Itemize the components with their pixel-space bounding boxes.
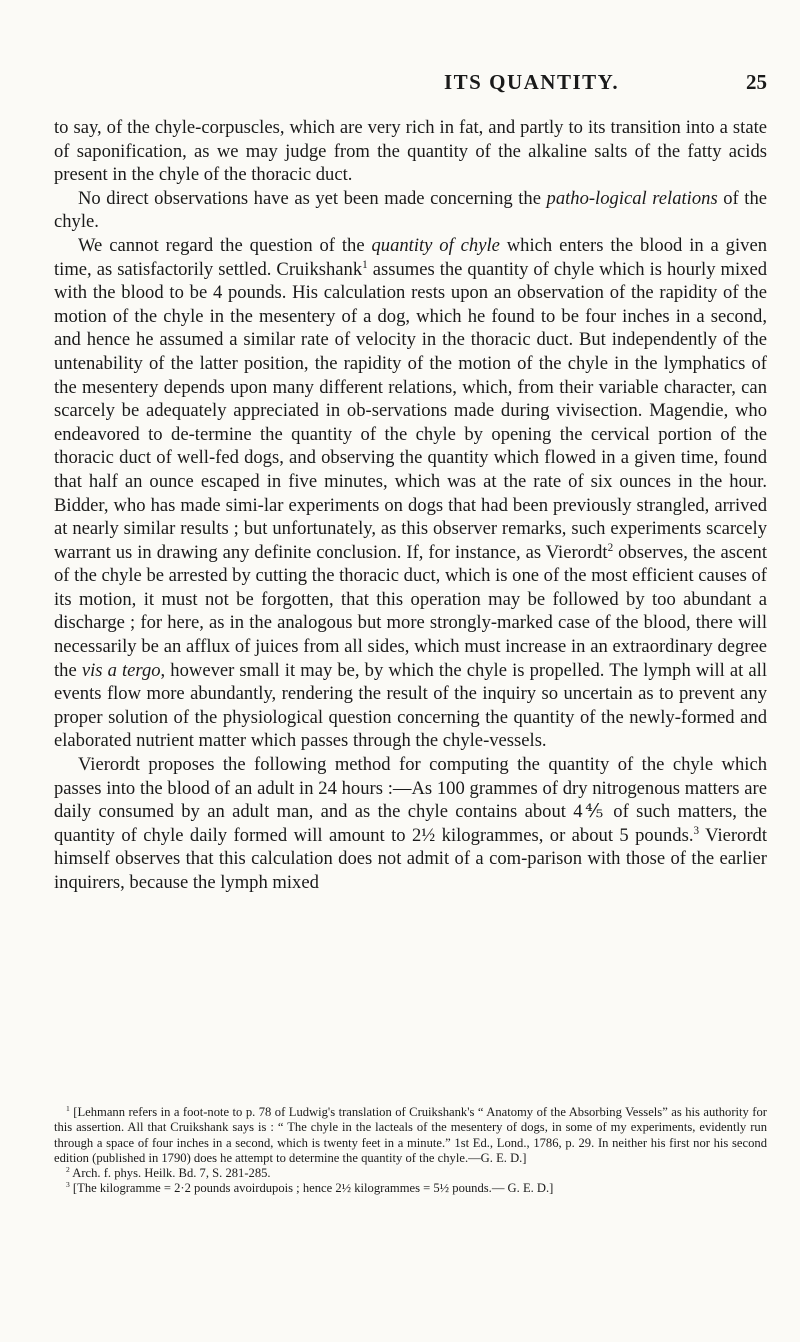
paragraph-3: We cannot regard the question of the quantity of chyle which enters the blood in a given time, as satisfactorily settled. Cruikshank$^1$ assumes the quantity of chyle which is hourly mixed with the blood to be 4 pounds. His calculation rests upon an observation of the rapidity of the motion of the chyle in the mesentery of a dog, which he found to be four inches in a second, and hence he assumed a similar rate of velocity in the thoracic duct. But independently of the untenability of the latter position, the rapidity of the motion of the chyle in the lymphatics of the mesentery depends upon many different relations, which, from their variable character, can scarcely be adequately appreciated in ob-servations made during vivisection. Magendie, who endeavored to de-termine the quantity of the chyle by opening the cervical portion of the thoracic duct of well-fed dogs, and observing the quantity which flowed in a given time, found that half an ounce escaped in five minutes, which was at the rate of six ounces in the hour. Bidder, who has made simi-lar experiments on dogs that had been previously strangled, arrived at nearly similar results ; but unfortunately, as this observer remarks, such experiments scarcely warrant us in drawing any definite conclusion. If, for instance, as Vierordt$^2$ observes, the ascent of the chyle be arrested by cutting the thoracic duct, which is one of the most efficient causes of its motion, it must not be forgotten, that this operation may be followed by too abundant a discharge ; for here, as in the analogous but more strongly-marked case of the blood, there will necessarily be an afflux of juices from all sides, which must increase in an extraordinary degree the vis a tergo, however small it may be, by which the chyle is propelled. The lymph will at all events flow more abundantly, rendering the result of the inquiry so uncertain as to prevent any proper solution of the physiological question concerning the quantity of the newly-formed and elaborated nutrient matter which passes through the chyle-vessels.	[54, 234, 767, 752]
emphasis-vis-a-tergo: vis a tergo	[81, 659, 161, 681]
footnote-3: $^3$ [The kilogramme = 2·2 pounds avoirdupois ; hence 2½ kilogrammes = 5½ pounds.— G. E. D.]	[66, 1180, 554, 1196]
emphasis-pathological-relations: patho-logical relations	[546, 187, 718, 209]
footnote-2: $^2$ Arch. f. phys. Heilk. Bd. 7, S. 281-285.	[66, 1165, 271, 1181]
footnote-1: $^1$ [Lehmann refers in a foot-note to p. 78 of Ludwig's translation of Cruikshank's “ Anatomy of the Absorbing Vessels” as his authority for this assertion. All that Cruikshank says is : “ The chyle in the lacteals of the mesentery of dogs, in some of my experiments, evidently run through a space of four inches in a second, which is twenty feet in a minute.” 1st Ed., Lond., 1786, p. 29. In neither his first nor his second edition (published in 1790) does he attempt to determine the quantity of the chyle.—G. E. D.]	[54, 1103, 767, 1165]
footnote-mark-3: 3	[66, 1180, 70, 1190]
footnote-mark-2: 2	[66, 1165, 70, 1174]
footnote-mark-1: 1	[66, 1103, 70, 1113]
paragraph-4: Vierordt proposes the following method for computing the quantity of the chyle which passes into the blood of an adult in 24 hours :—As 100 grammes of dry nitrogenous matters are daily consumed by an adult man, and as the chyle contains about 4⅘ of such matters, the quantity of chyle daily formed will amount to 2½ kilogrammes, or about 5 pounds.$^3$ Vierordt himself observes that this calculation does not admit of a com-parison with those of the earlier inquirers, because the lymph mixed	[54, 754, 768, 893]
paragraph-2: No direct observations have as yet been made concerning the patho-logical relations of the chyle.	[54, 187, 767, 233]
running-head: ITS QUANTITY.	[444, 70, 620, 94]
paragraph-1: to say, of the chyle-corpuscles, which are very rich in fat, and partly to its transition into a state of saponification, as we may judge from the quantity of the alkaline salts of the fatty acids present in the chyle of the thoracic duct.	[54, 117, 767, 186]
emphasis-quantity-of-chyle: quantity of chyle	[371, 234, 500, 256]
body-text	[54, 116, 767, 895]
footnote-ref-3[interactable]: 3	[693, 824, 700, 837]
page-header	[54, 70, 767, 106]
footnote-ref-1[interactable]: 1	[362, 258, 368, 271]
page-number: 25	[746, 70, 767, 94]
footnote-ref-2[interactable]: 2	[607, 541, 614, 554]
footnotes	[54, 1105, 767, 1197]
